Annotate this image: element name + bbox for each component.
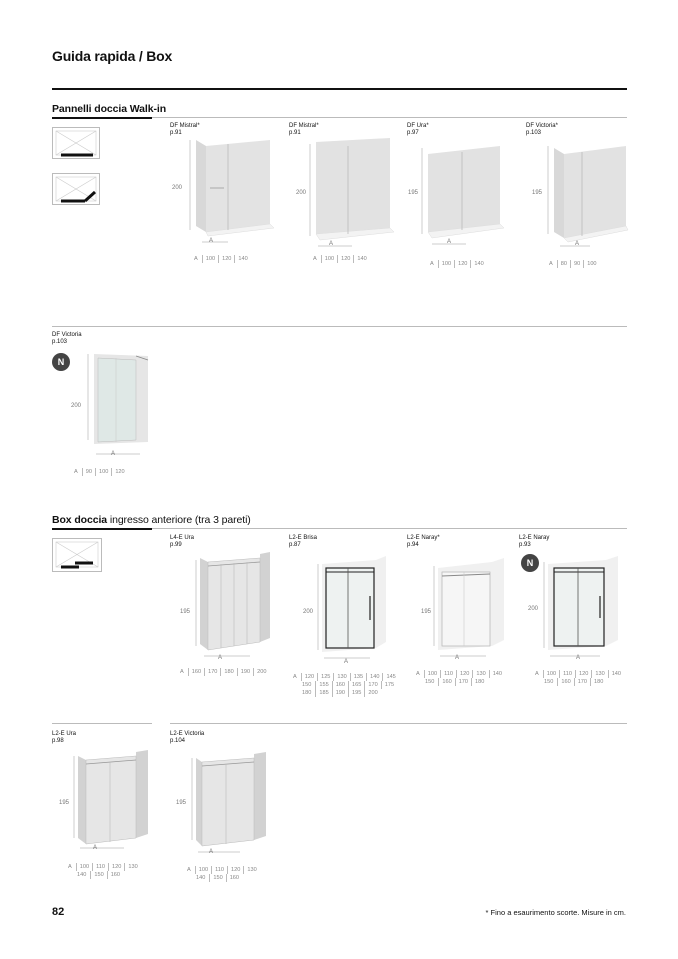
section-title-walkin: Pannelli doccia Walk-in <box>52 103 167 115</box>
walkin-angled-layout-icon <box>52 173 100 205</box>
section-underline-box <box>52 528 152 530</box>
width-options: A 100 110 120 130 140 150 160 170 180 <box>535 670 624 686</box>
product-image-df-ura <box>420 144 504 250</box>
product-df-mistral-1[interactable]: DF Mistral* p.91 <box>170 123 200 136</box>
product-image-df-mistral-2 <box>308 138 398 250</box>
product-image-df-mistral-1 <box>186 138 276 250</box>
page-title: Guida rapida / Box <box>52 48 173 64</box>
product-image-l2-e-naray <box>542 554 622 662</box>
section-rule-box <box>152 528 627 529</box>
product-image-l2-e-naray-star <box>432 556 508 660</box>
width-options: A 100 110 120 130 140 150 160 <box>187 866 260 882</box>
product-l2-e-ura[interactable]: L2-E Ura p.98 <box>52 731 77 744</box>
product-image-l2-e-ura <box>72 750 152 854</box>
height-label: 200 <box>528 606 539 612</box>
product-l2-e-brisa[interactable]: L2-E Brisa p.87 <box>289 535 318 548</box>
divider-walkin-row2 <box>52 326 627 327</box>
height-label: 195 <box>408 190 419 196</box>
box-3-walls-layout-icon <box>52 538 102 572</box>
divider-box-row2 <box>170 723 627 724</box>
footer-note: * Fino a esaurimento scorte. Misure in cm. <box>485 908 626 917</box>
height-label: 195 <box>59 800 70 806</box>
width-options: A 100 110 120 130 140 150 160 170 180 <box>416 670 505 686</box>
width-options: A 100 120 140 <box>194 255 251 263</box>
width-options: A 120 125 130 135 140 145 150 155 160 165 170 175 180 185 190 195 200 <box>293 673 399 697</box>
product-l2-e-naray[interactable]: L2-E Naray p.93 <box>519 535 550 548</box>
section-underline-walkin <box>52 117 152 119</box>
width-options: A 100 120 140 <box>313 255 370 263</box>
height-label: 200 <box>172 185 183 191</box>
product-df-mistral-2[interactable]: DF Mistral* p.91 <box>289 123 319 136</box>
width-options: A 100 120 140 <box>430 260 487 268</box>
product-l4-e-ura[interactable]: L4-E Ura p.99 <box>170 535 195 548</box>
product-df-victoria[interactable]: DF Victoria* p.103 <box>526 123 558 136</box>
product-image-l2-e-brisa <box>316 556 392 662</box>
new-badge: N <box>52 353 70 371</box>
width-options: A 160 170 180 190 200 <box>180 668 269 676</box>
height-label: 200 <box>71 403 82 409</box>
header-rule <box>52 88 627 90</box>
walkin-straight-layout-icon <box>52 127 100 159</box>
height-label: 195 <box>180 609 191 615</box>
width-options: A 80 90 100 <box>549 260 600 268</box>
product-image-df-victoria <box>546 142 630 250</box>
page-number: 82 <box>52 906 65 918</box>
height-label: 195 <box>532 190 543 196</box>
product-df-ura[interactable]: DF Ura* p.97 <box>407 123 429 136</box>
width-options: A 100 110 120 130 140 150 160 <box>68 863 141 879</box>
height-label: 195 <box>176 800 187 806</box>
section-title-box: Box doccia ingresso anteriore (tra 3 pareti) <box>52 514 251 526</box>
product-df-victoria-new[interactable]: DF Victoria p.103 <box>52 332 82 345</box>
product-image-l2-e-victoria <box>190 752 270 856</box>
product-l2-e-victoria[interactable]: L2-E Victoria p.104 <box>170 731 205 744</box>
height-label: 195 <box>421 609 432 615</box>
product-image-df-victoria-new <box>86 350 156 460</box>
width-options: A 90 100 120 <box>74 468 128 476</box>
height-label: 200 <box>303 609 314 615</box>
height-label: 200 <box>296 190 307 196</box>
product-l2-e-naray-star[interactable]: L2-E Naray* p.94 <box>407 535 440 548</box>
new-badge: N <box>521 554 539 572</box>
product-image-l4-e-ura <box>194 552 274 660</box>
